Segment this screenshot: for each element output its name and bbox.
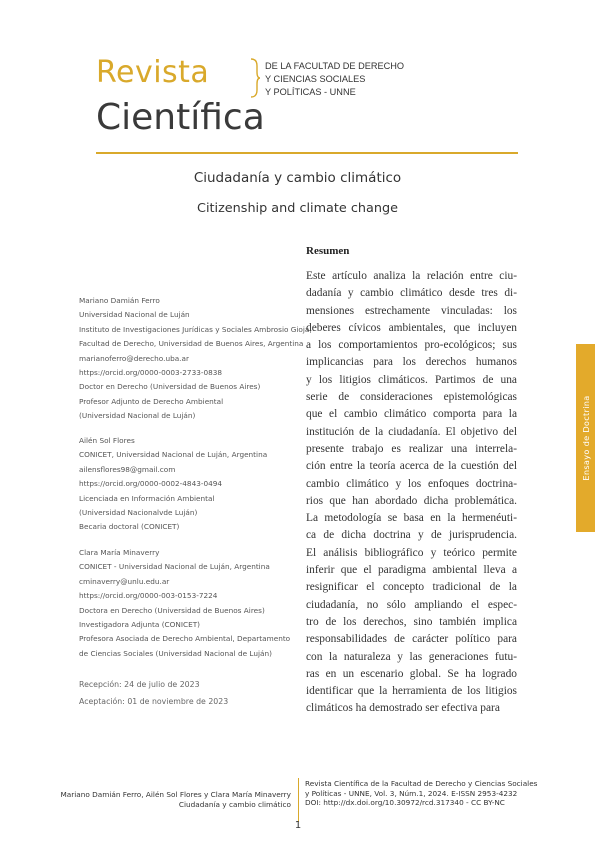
abstract-heading: Resumen — [306, 245, 350, 257]
abstract-line: deberes cívicos ambientales, que incluyen — [306, 321, 517, 334]
abstract-line: institución de la ciudadanía. El objetivo del — [306, 425, 517, 438]
author-position: Profesor Adjunto de Derecho Ambiental — [79, 396, 224, 406]
received-date: Recepción: 24 de julio de 2023 — [79, 680, 200, 689]
abstract-line: climáticos ha demostrado ser efectiva para — [306, 702, 500, 715]
journal-logo-revista: Revista — [96, 55, 210, 90]
abstract-line: presente trabajo es realizar una interrela- — [306, 442, 517, 455]
abstract-line: inferir que el paradigma ambiental lleva a — [306, 564, 517, 577]
footer-doi-link[interactable]: DOI: http://dx.doi.org/10.30972/rcd.317340 - CC BY-NC — [305, 798, 505, 807]
author-orcid[interactable]: https://orcid.org/0000-0003-2733-0838 — [79, 368, 223, 378]
abstract-line: La metodología se basa en la hermenéuti- — [306, 512, 517, 525]
logo-sub-line: Y CIENCIAS SOCIALES — [265, 74, 366, 84]
journal-logo-cientifica: Científica — [96, 97, 265, 138]
author-degree: (Universidad Nacionalvde Luján) — [79, 508, 198, 518]
abstract-line: a los comportamientos pro-ecológicos; sus — [306, 339, 517, 352]
author-affiliation: CONICET, Universidad Nacional de Luján, Argentina — [79, 450, 268, 460]
author-block — [79, 546, 309, 661]
abstract-line: tro de los derechos, sino también implica — [306, 615, 517, 628]
abstract-line: serie de consideraciones epistemológicas — [306, 391, 517, 404]
author-orcid[interactable]: https://orcid.org/0000-0002-4843-0494 — [79, 479, 223, 489]
footer-author-line: Mariano Damián Ferro, Ailén Sol Flores y Clara María Minaverry — [60, 790, 291, 799]
logo-sub-line: Y POLÍTICAS - UNNE — [265, 87, 356, 97]
author-email[interactable]: cminaverry@unlu.edu.ar — [79, 576, 170, 586]
author-name: Mariano Damián Ferro — [79, 296, 160, 305]
footer-journal-info — [305, 779, 565, 808]
author-degree: Doctora en Derecho (Universidad de Buenos Aires) — [79, 605, 265, 615]
abstract-line: rios que han abordado dicha problemática. — [306, 494, 517, 507]
footer-authors — [40, 790, 291, 809]
footer-title-line: Ciudadanía y cambio climático — [178, 799, 291, 809]
journal-logo-subtitle — [265, 60, 404, 99]
author-position: Profesora Asociada de Derecho Ambiental, Departamento — [79, 634, 291, 644]
header-divider — [96, 152, 518, 154]
section-side-tab-label: Ensayo de Doctrina — [580, 395, 591, 481]
author-position: de Ciencias Sociales (Universidad Nacional de Luján) — [79, 648, 272, 658]
author-position: Becaria doctoral (CONICET) — [79, 522, 180, 532]
logo-brace-icon — [249, 58, 261, 98]
author-email[interactable]: ailensflores98@gmail.com — [79, 464, 176, 474]
footer-journal-line: Revista Científica de la Facultad de Derecho y Ciencias Sociales — [305, 779, 538, 788]
author-email[interactable]: marianoferro@derecho.uba.ar — [79, 353, 189, 363]
author-affiliation: CONICET - Universidad Nacional de Luján, Argentina — [79, 562, 270, 572]
author-block — [79, 294, 312, 424]
abstract-line: Este artículo analiza la relación entre ciu- — [306, 270, 517, 282]
abstract-body — [306, 268, 517, 718]
abstract-line: ca de dicha doctrina y de jurisprudencia. — [306, 529, 517, 542]
author-degree: Licenciada en Información Ambiental — [79, 493, 215, 503]
abstract-line: El análisis bibliográfico y teórico permite — [306, 546, 517, 559]
abstract-line: ción entre la teoría acerca de la cuestión del — [306, 460, 517, 473]
abstract-line: dadanía y cambio climático desde tres di- — [306, 287, 517, 300]
abstract-line: ciudadanía, no sólo ampliando el espec- — [306, 598, 517, 611]
article-dates — [79, 676, 228, 710]
author-degree: Doctor en Derecho (Universidad de Buenos Aires) — [79, 382, 261, 392]
abstract-line: que el cambio climático comporta para la — [306, 408, 517, 421]
author-affiliation: Facultad de Derecho, Universidad de Buenos Aires, Argentina — [79, 339, 304, 349]
abstract-line: cambio climático y los enfoques doctrina- — [306, 477, 517, 490]
author-affiliation: Instituto de Investigaciones Jurídicas y Sociales Ambrosio Gioja, — [79, 324, 312, 334]
author-name: Ailén Sol Flores — [79, 436, 135, 445]
abstract-line: implicancias para los derechos humanos — [306, 356, 517, 369]
abstract-line: resignificar el concepto tradicional de la — [306, 581, 517, 594]
author-affiliation: Universidad Nacional de Luján — [79, 310, 190, 320]
abstract-line: y los litigios climáticos. Partimos de una — [306, 373, 517, 386]
section-side-tab — [576, 344, 595, 532]
author-name: Clara María Minaverry — [79, 548, 160, 557]
author-block — [79, 434, 309, 535]
footer-divider — [298, 778, 299, 822]
abstract-line: responsabilidades de carácter político para — [306, 633, 517, 646]
article-title-spanish: Ciudadanía y cambio climático — [193, 170, 402, 186]
author-position: (Universidad Nacional de Luján) — [79, 411, 196, 421]
logo-sub-line: DE LA FACULTAD DE DERECHO — [265, 61, 405, 71]
abstract-line: con la naturaleza y las generaciones futu- — [306, 650, 517, 663]
footer-journal-line: y Políticas - UNNE, Vol. 3, Núm.1, 2024. E-ISSN 2953-4232 — [305, 788, 518, 798]
abstract-line: ras en un escenario global. Se ha logrado — [306, 667, 517, 680]
abstract-line: mensiones estrechamente vinculadas: los — [306, 304, 517, 317]
article-title-english: Citizenship and climate change — [197, 201, 398, 216]
author-position: Investigadora Adjunta (CONICET) — [79, 620, 200, 630]
abstract-line: identificar que la herramienta de los litigios — [306, 685, 517, 698]
accepted-date: Aceptación: 01 de noviembre de 2023 — [79, 697, 229, 706]
author-orcid[interactable]: https://orcid.org/0000-003-0153-7224 — [79, 591, 218, 601]
page-number: 1 — [294, 820, 302, 831]
